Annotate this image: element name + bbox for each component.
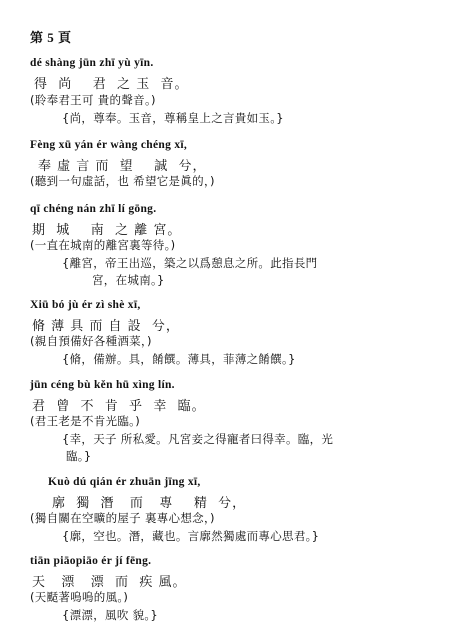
stanza-3-note-line-2: 宮，在城南。} bbox=[92, 273, 165, 287]
stanza-3-pinyin: qī chéng nán zhī lí gōng. bbox=[30, 203, 157, 215]
stanza-3-note-line-1: {離宮，帝王出巡，築之以爲憩息之所。此指長門 bbox=[62, 256, 318, 270]
stanza-1-pinyin: dé shàng jūn zhī yù yīn. bbox=[30, 57, 154, 69]
stanza-5-note-line-1: {幸，天子 所私愛。凡宮妾之得寵者曰得幸。臨，光 bbox=[62, 432, 334, 446]
stanza-6-pinyin: Kuò dú qián ér zhuān jīng xī, bbox=[48, 476, 201, 488]
stanza-4-pinyin: Xiū bó jù ér zì shè xī, bbox=[30, 299, 141, 311]
stanza-1-translation: (聆奉君王可 貴的聲音。) bbox=[30, 93, 156, 107]
stanza-4-chinese: 脩 薄 具 而 自 設 兮， bbox=[32, 319, 180, 334]
stanza-3-translation: (一直在城南的離宮裏等待。) bbox=[30, 238, 176, 252]
stanza-2-translation: (聽到一句虛話，也 希望它是眞的，) bbox=[30, 174, 215, 188]
stanza-5-note-line-2: 臨。} bbox=[66, 449, 92, 463]
stanza-5-chinese: 君 曾 不 肯 乎 幸 臨。 bbox=[32, 399, 206, 414]
stanza-3-chinese: 期 城 南 之 離 宮。 bbox=[32, 223, 182, 238]
stanza-2-chinese: 奉 虛 言 而 望 誠 兮， bbox=[38, 159, 207, 174]
stanza-6-note: {廓，空也。潛，藏也。言廓然獨處而專心思君。} bbox=[62, 529, 320, 543]
stanza-6-chinese: 廓 獨 潛 而 專 精 兮， bbox=[52, 496, 247, 511]
stanza-7-chinese: 天 漂 漂 而 疾 風。 bbox=[32, 575, 187, 590]
stanza-6-translation: (獨自關在空曠的屋子 裏專心想念，) bbox=[30, 511, 215, 525]
stanza-4-note: {脩，備辦。具，餚饌。薄具，菲薄之餚饌。} bbox=[62, 352, 296, 366]
stanza-7-translation: (天颳著嗚嗚的風。) bbox=[30, 590, 129, 604]
stanza-7-pinyin: tiān piāopiāo ér jí fēng. bbox=[30, 555, 152, 567]
page-number: 第 5 頁 bbox=[30, 30, 72, 45]
stanza-4-translation: (親自預備好各種酒菜，) bbox=[30, 334, 152, 348]
stanza-7-note: {漂漂，風吹 貌。} bbox=[62, 608, 159, 622]
stanza-2-pinyin: Fèng xū yán ér wàng chéng xī, bbox=[30, 139, 188, 151]
stanza-5-pinyin: jūn céng bù kěn hū xìng lín. bbox=[30, 379, 175, 391]
stanza-5-translation: (君王老是不肯光臨。) bbox=[30, 414, 141, 428]
stanza-1-note: {尚，尊奉。玉音，尊稱皇上之言貴如玉。} bbox=[62, 111, 284, 125]
stanza-1-chinese: 得 尚 君 之 玉 音。 bbox=[34, 77, 189, 92]
